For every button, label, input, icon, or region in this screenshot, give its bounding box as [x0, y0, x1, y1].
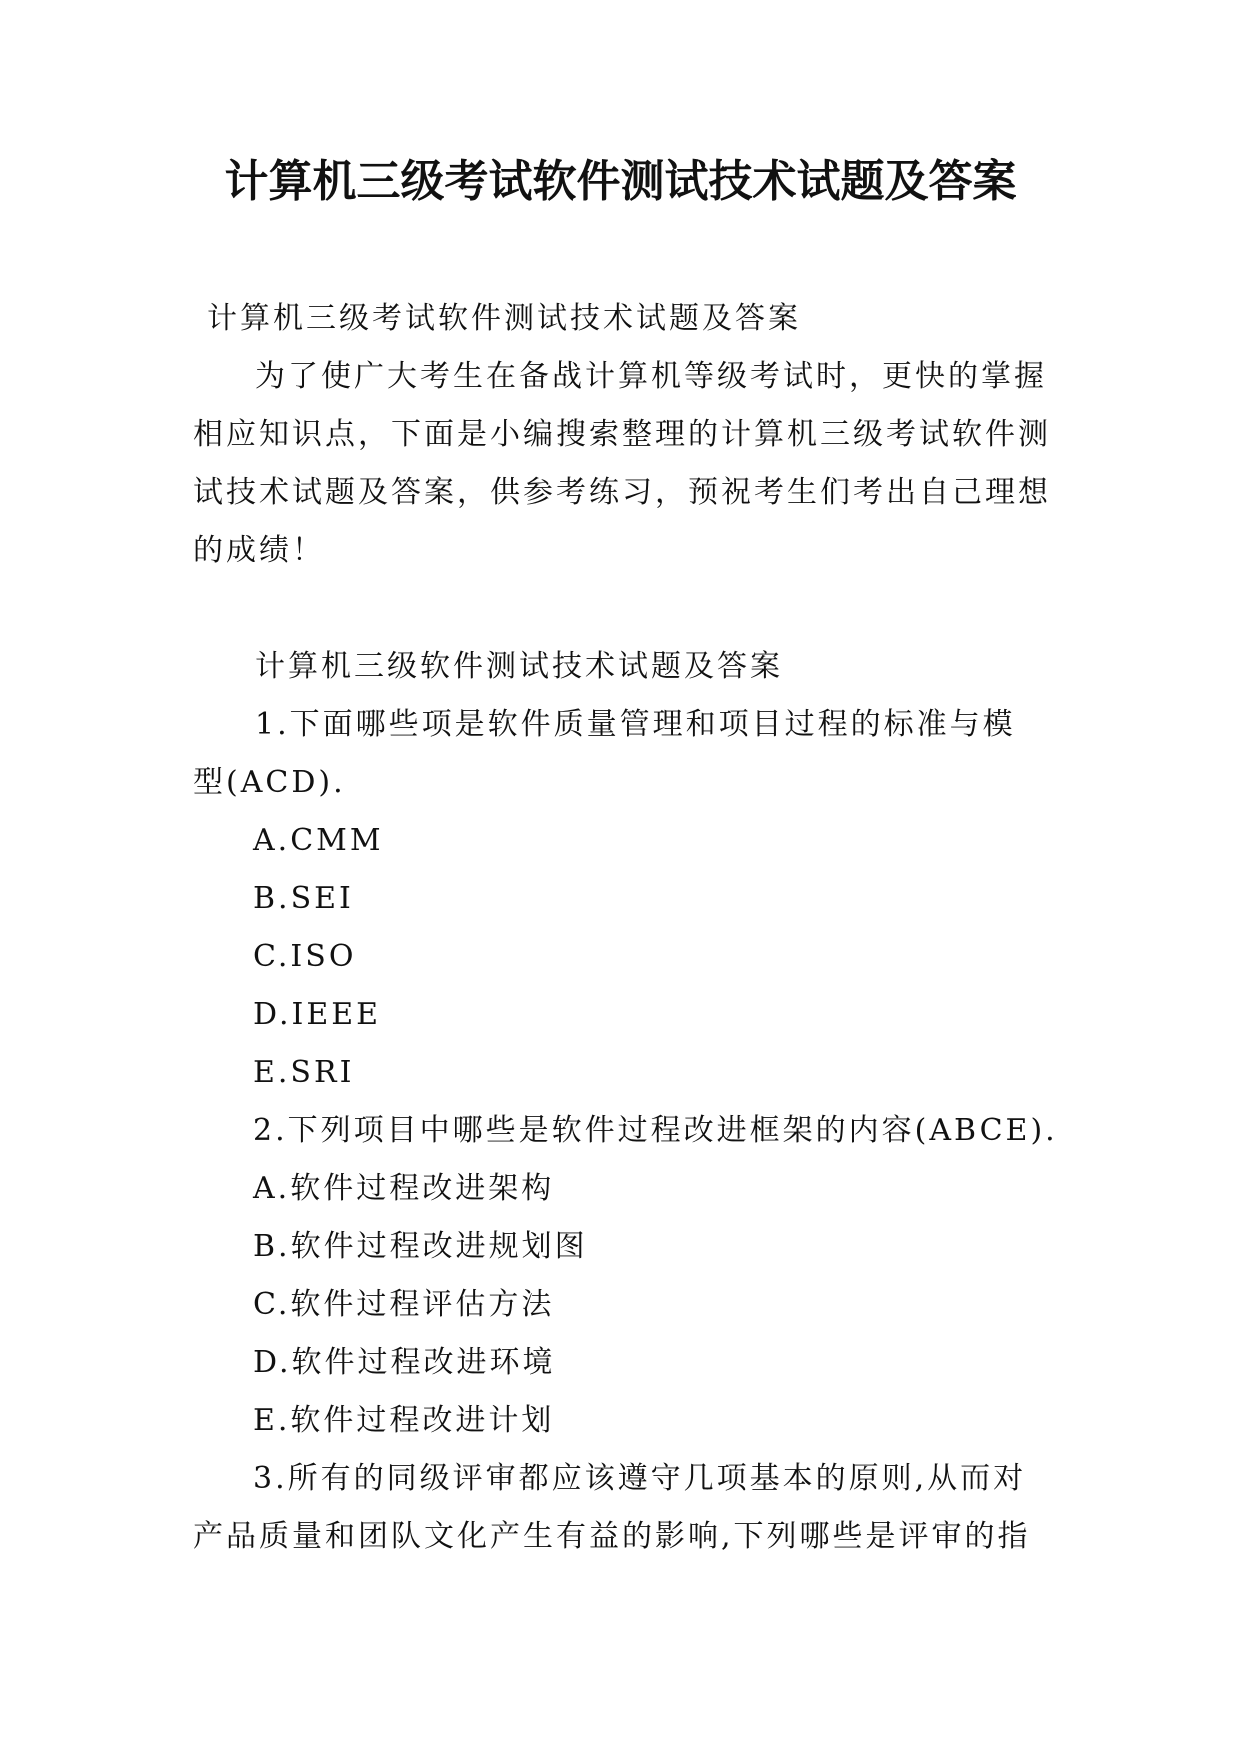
intro-line-1: 为了使广大考生在备战计算机等级考试时，更快的掌握	[255, 359, 1047, 394]
question-2-option-d: D.软件过程改进环境	[253, 1345, 556, 1380]
intro-line-2: 相应知识点，下面是小编搜索整理的计算机三级考试软件测	[193, 417, 1051, 452]
question-2-option-c: C.软件过程评估方法	[253, 1287, 555, 1322]
question-2-option-e: E.软件过程改进计划	[253, 1403, 555, 1438]
question-3-line-1: 3.所有的同级评审都应该遵守几项基本的原则,从而对	[253, 1461, 1027, 1496]
section-heading: 计算机三级软件测试技术试题及答案	[255, 649, 783, 684]
subtitle: 计算机三级考试软件测试技术试题及答案	[207, 301, 801, 336]
intro-line-4: 的成绩！	[193, 533, 325, 568]
question-3-line-2: 产品质量和团队文化产生有益的影响,下列哪些是评审的指	[193, 1519, 1031, 1554]
question-2-line-1: 2.下列项目中哪些是软件过程改进框架的内容(ABCE).	[253, 1113, 1058, 1148]
question-2-option-b: B.软件过程改进规划图	[253, 1229, 588, 1264]
paragraph-gap	[193, 580, 1053, 638]
question-1-option-b: B.SEI	[253, 881, 354, 916]
question-1-option-a: A.CMM	[253, 823, 384, 858]
question-1-option-c: C.ISO	[253, 939, 357, 974]
question-1-option-d: D.IEEE	[253, 997, 382, 1032]
document-body	[193, 290, 1058, 1566]
question-1-option-e: E.SRI	[253, 1055, 355, 1090]
question-2-option-a: A.软件过程改进架构	[253, 1171, 555, 1206]
question-1-line-1: 1.下面哪些项是软件质量管理和项目过程的标准与模	[255, 707, 1016, 742]
intro-line-3: 试技术试题及答案，供参考练习，预祝考生们考出自己理想	[193, 475, 1051, 510]
question-1-line-2: 型(ACD).	[193, 765, 346, 800]
document-title: 计算机三级考试软件测试技术试题及答案	[224, 156, 1017, 207]
